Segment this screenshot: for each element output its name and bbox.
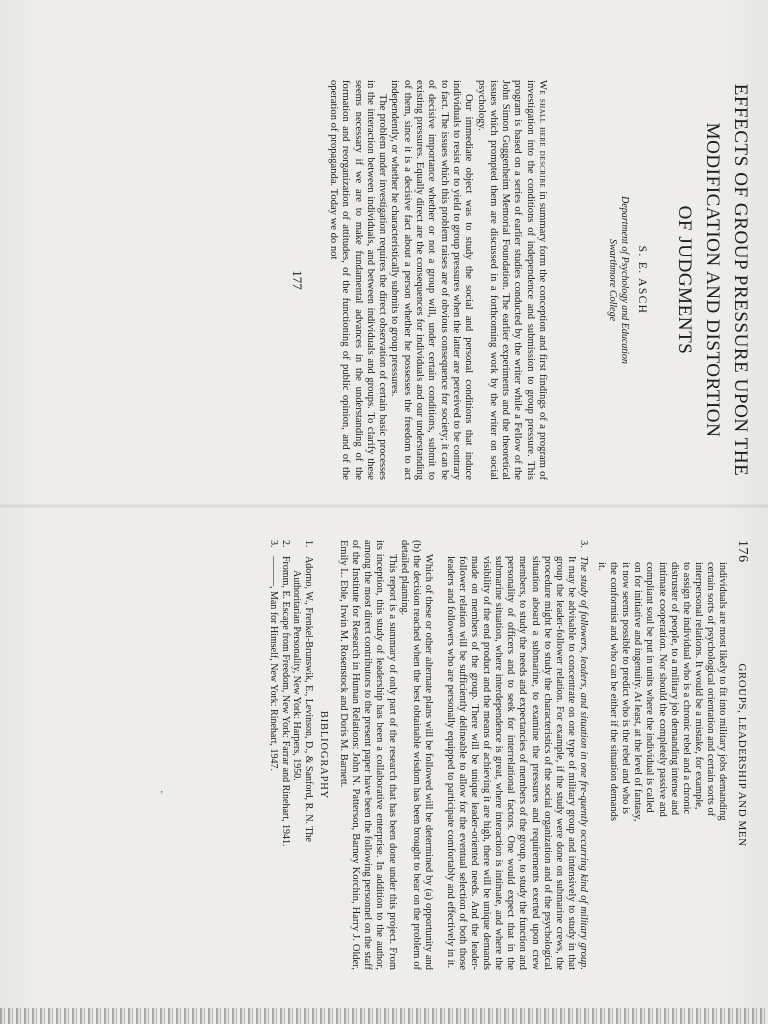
title-line: MODIFICATION AND DISTORTION bbox=[702, 122, 723, 438]
left-page bbox=[110, 540, 750, 970]
affiliation-line: Swarthmore College bbox=[607, 238, 618, 322]
article-paragraph-2: Our immediate object was to study the social and personal conditions that induce individuals to resist or to yield to group pressures when the latter are perceived to be contrary to fact. The issues which this problem raises are of obvious consequence for society; it can be of decisive importance whether or not a group will, under certain conditions, submit to existing pressures. Equally direct are the consequences for individuals and our understanding of them, since it is a decisive fact about a person whether he possesses the freedom to act independently, or whether he characteristically submits to group pressures. bbox=[389, 80, 475, 480]
entry-text: Fromm, E. Escape from Freedom, New York: Farrar and Rinehart, 1941. bbox=[279, 556, 291, 847]
entry-number: 3. bbox=[268, 540, 280, 548]
top-block-line: intimate cooperation. Nor should the completely passive and bbox=[656, 562, 668, 817]
top-block-line: to assign the individual who is a chronic rebel and a chronic bbox=[680, 562, 692, 815]
scanner-edge-noise bbox=[0, 1008, 768, 1024]
page-number-177: 177 bbox=[289, 270, 305, 290]
bibliography-heading: BIBLIOGRAPHY bbox=[318, 710, 330, 800]
top-block-line: it now seems possible to predict who is the rebel and who is bbox=[620, 562, 632, 814]
scan-speck: ʼ bbox=[160, 790, 164, 801]
top-block bbox=[595, 540, 728, 970]
entry-text: Adorno, W., Frenkel-Brunswik, E., Levinson, D., & Sanford, R. N. The bbox=[303, 556, 315, 842]
item-3-text bbox=[444, 556, 589, 970]
entry-number: 1. bbox=[303, 540, 315, 548]
lead-in-words: We shall here describe bbox=[537, 80, 548, 189]
top-block-line: individuals are most likely to fit into military jobs demanding bbox=[717, 562, 728, 821]
title-line: EFFECTS OF GROUP PRESSURE UPON THE bbox=[730, 83, 751, 477]
top-block-line: interpersonal relations. It would be a mistake, for example, bbox=[692, 562, 704, 810]
bibliography-list bbox=[268, 540, 314, 970]
top-block-line: it. bbox=[596, 562, 608, 571]
entry-number: 2. bbox=[279, 540, 291, 548]
book-gutter bbox=[0, 504, 768, 508]
item-3-body: It may be advisable to concentrate on one type of military group and intensively to study in that group the leader-follower relation. For example, if the study were done on submarine crews, the procedure might be to study the characteristics of the social organization and of the psychological situation aboard a submarine, to examine the pressures and requirements exerted upon crew members, to study the needs and expectancies of members of the group, to study the function and personality of officers and to seek for interrelational factors. One would expect that in the submarine situation, where interdependence is great, where interaction is intimate, and where the visibility of the end product and the means of achieving it are high, there will be unique demands made on members of the group. There will be unique leader-oriented needs. And the leader-follower relation will be sufficiently delineable to allow for the eventual selection of both those leaders and followers who are personally equipped to participate comfortably and effectively in it. bbox=[444, 556, 577, 970]
title-line: OF JUDGMENTS bbox=[674, 205, 695, 355]
item-number: 3. bbox=[577, 540, 589, 548]
affiliation-line: Department of Psychology and Education bbox=[619, 196, 630, 364]
entry-text: ———, Man for Himself, New York: Rinehart, 1947. bbox=[268, 556, 280, 771]
item-3-lead: The study of followers, leaders, and situation in one fre-quently occurring kind of military group. bbox=[577, 556, 589, 970]
top-block-line: compliant soul be put in units where the individual is called bbox=[644, 562, 656, 813]
top-block-line: certain sorts of psychological orientation and certain sorts of bbox=[704, 562, 716, 817]
paragraph-report: This report is a summary of only part of the research that has been done under this project. From its inception, this study of leadership has been a collaborative enterprise. In addition to the author, among the most direct contributors to the present paper have been the following personnel on the staff of the Institute for Research in Human Relations: John N. Patterson, Barney Korchin, Harry J. Older, Emily L. Eble, Irwin M. Rosenstock and Doris M. Barnett. bbox=[338, 540, 398, 970]
entry-continuation: Authoritarian Personality, New York: Harpers, 1950. bbox=[291, 570, 303, 781]
author-affiliation bbox=[606, 80, 630, 480]
top-block-line: on for initiative and ingenuity. At least, at the level of fantasy, bbox=[632, 562, 644, 822]
bibliography-entry bbox=[279, 540, 291, 970]
article-title bbox=[670, 80, 754, 480]
list-item-3 bbox=[444, 540, 589, 970]
paragraph-1-rest: in summary form the conception and first findings of a program of investigation into the conditions of independence and submission to group pressure. This program is based on a series of earlier studies conducted by the writer while a Fellow of the John Simon Guggenheim Memorial Foundation. The earlier experiments and the theoretical issues which prompted them are discussed in a forthcoming work by the writer on social psychology. bbox=[475, 80, 548, 480]
page-number-176: 176 bbox=[735, 540, 750, 563]
author-name: S. E. ASCH bbox=[636, 245, 648, 315]
right-page bbox=[100, 80, 760, 480]
top-block-line: the conformist and who can be either if the situation demands bbox=[608, 562, 620, 821]
article-body bbox=[327, 80, 548, 480]
bibliography-entry bbox=[291, 540, 314, 970]
left-page-header bbox=[728, 540, 750, 970]
article-paragraph-3: The problem under investigation requires the direct observation of certain basic processes in the interaction between individuals, and between individuals and groups. To clarify these seems necessary if we are to make fundamental advances in the understanding of the formation and reorganization of attitudes, of the functioning of public opinion, and of the operation of propaganda. Today we do not bbox=[327, 80, 389, 480]
bibliography-entry bbox=[268, 540, 280, 970]
article-paragraph-1 bbox=[474, 80, 548, 480]
running-head: GROUPS, LEADERSHIP AND MEN bbox=[736, 663, 748, 847]
top-block-line: distruster of people, to a military job demanding intense and bbox=[668, 562, 680, 816]
paragraph-plans: Which of these or other alternate plans will be followed will be determined by (a) opportunity and (b) the decision reached when the best obtainable wisdom has been brought to bear on the problem of detailed planning. bbox=[398, 540, 434, 970]
